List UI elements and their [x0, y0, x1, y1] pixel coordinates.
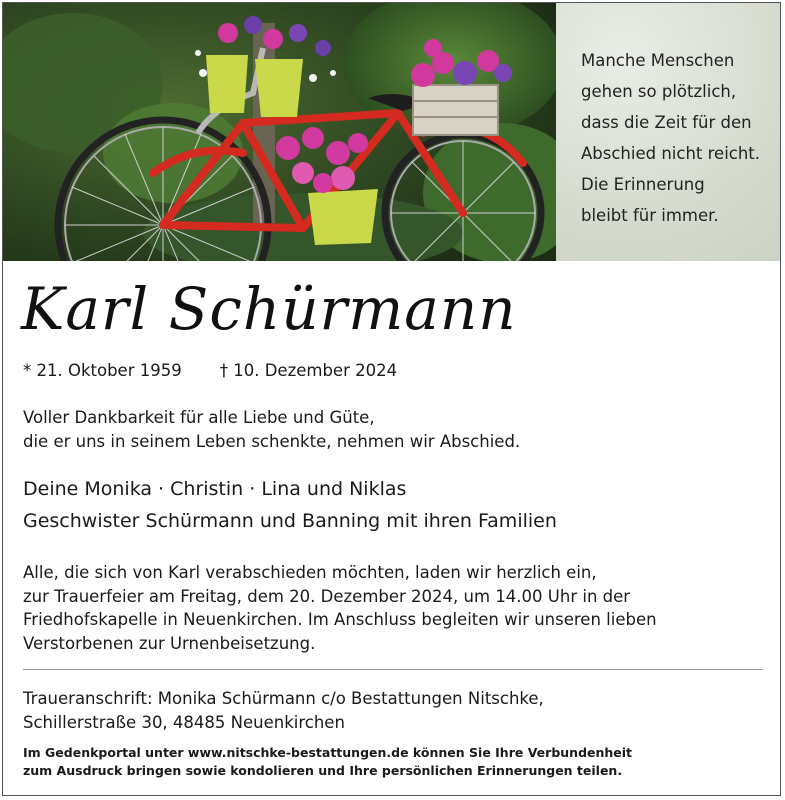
- quote-text: [581, 45, 760, 231]
- memorial-portal-note: [23, 744, 632, 780]
- deceased-name: Karl Schürmann: [21, 275, 517, 343]
- obituary-notice: [2, 2, 781, 796]
- family-line: Deine Monika · Christin · Lina und Niklas: [23, 478, 407, 500]
- ceremony-text: [23, 561, 657, 655]
- bicycle-photo: [3, 3, 556, 261]
- family-names: [23, 473, 557, 537]
- address-line: Schillerstraße 30, 48485 Neuenkirchen: [23, 712, 345, 732]
- ceremony-line: Alle, die sich von Karl verabschieden möchten, laden wir herzlich ein,: [23, 563, 597, 582]
- life-dates: [23, 361, 397, 380]
- mourning-address: [23, 687, 544, 734]
- gratitude-text: [23, 406, 520, 453]
- quote-line: Manche Menschen: [581, 51, 735, 70]
- bicycle-with-flowers-image: [3, 3, 556, 261]
- gratitude-line: Voller Dankbarkeit für alle Liebe und Güte,: [23, 408, 375, 427]
- ceremony-line: Friedhofskapelle in Neuenkirchen. Im Anschluss begleiten wir unseren lieben: [23, 610, 657, 629]
- address-line: Traueranschrift: Monika Schürmann c/o Bestattungen Nitschke,: [23, 689, 544, 708]
- quote-panel: [556, 3, 781, 261]
- family-line: Geschwister Schürmann und Banning mit ihren Familien: [23, 510, 557, 532]
- gratitude-line: die er uns in seinem Leben schenkte, nehmen wir Abschied.: [23, 431, 521, 451]
- birth-date: * 21. Oktober 1959: [23, 361, 182, 380]
- divider: [23, 669, 763, 670]
- quote-line: gehen so plötzlich,: [581, 82, 737, 101]
- quote-line: bleibt für immer.: [581, 206, 719, 225]
- quote-line: Abschied nicht reicht.: [581, 144, 761, 163]
- portal-line: zum Ausdruck bringen sowie kondolieren und Ihre persönlichen Erinnerungen teilen.: [23, 763, 623, 778]
- quote-line: dass die Zeit für den: [581, 113, 752, 132]
- flower-pot-icon: [206, 55, 248, 113]
- ceremony-line: Verstorbenen zur Urnenbeisetzung.: [23, 633, 316, 653]
- portal-line: Im Gedenkportal unter www.nitschke-bestattungen.de können Sie Ihre Verbundenheit: [23, 745, 633, 760]
- quote-line: Die Erinnerung: [581, 175, 705, 194]
- death-date: † 10. Dezember 2024: [219, 361, 398, 380]
- ceremony-line: zur Trauerfeier am Freitag, dem 20. Dezember 2024, um 14.00 Uhr in der: [23, 586, 631, 606]
